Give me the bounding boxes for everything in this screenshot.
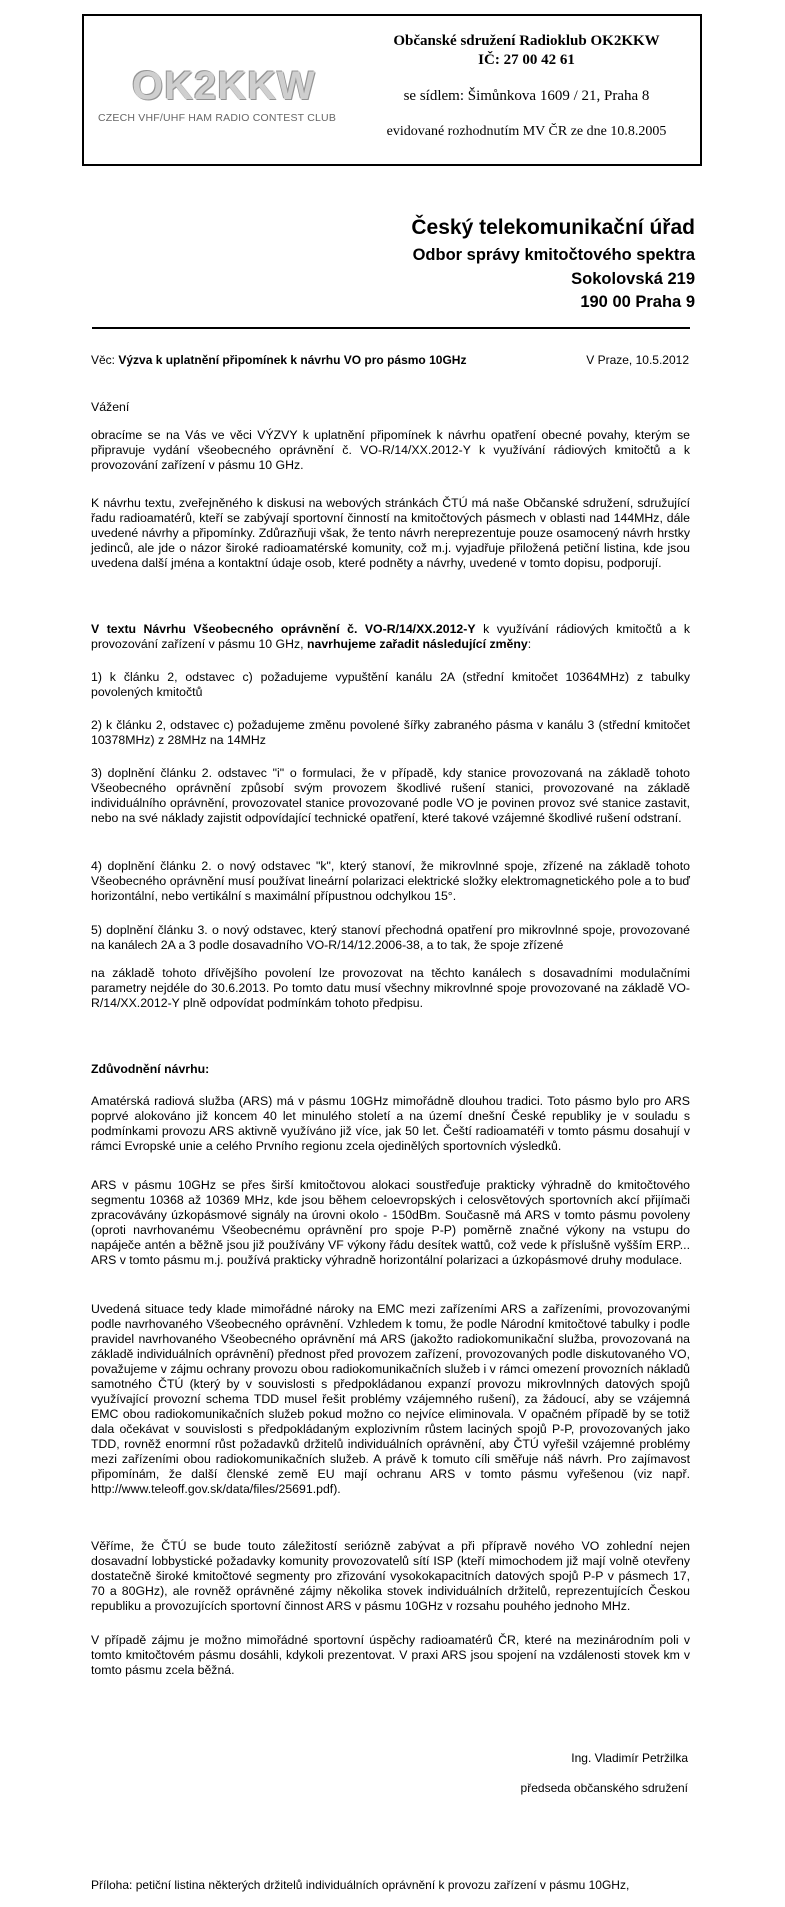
paragraph-intro: obracíme se na Vás ve věci VÝZVY k uplatnění připomínek k návrhu opatření obecné povahy, kterým se připravuje vydání všeobecného oprávnění č. VO-R/14/XX.2012-Y k využívání rádiových kmitočtů a k provozování zařízení v pásmu 10 GHz. bbox=[91, 428, 690, 472]
paragraph-proposal-intro bbox=[91, 622, 690, 652]
subject-prefix: Věc: bbox=[91, 353, 119, 367]
paragraph-justification-5: V případě zájmu je možno mimořádné sportovní úspěchy radioamatérů ČR, které na mezinárodním poli v tomto kmitočtovém pásmu dosáhli, kdykoli prezentovat. V praxi ARS jsou spojení na vzdálenosti stovek km v tomto pásmu zcela běžná. bbox=[91, 1633, 690, 1677]
signatory-name: Ing. Vladimír Petržilka bbox=[571, 1751, 688, 1765]
organization-seat: se sídlem: Šimůnkova 1609 / 21, Praha 8 bbox=[403, 88, 650, 104]
list-item: 3) doplnění článku 2. odstavec "i" o formulaci, že v případě, kdy stanice provozovaná na základě tohoto Všeobecného oprávnění způsobí svým provozem škodlivé rušení stanici, provozované na základě individuálního oprávnění, provozovatel stanice provozované podle VO je povinen provoz své stanice zastavit, nebo na své náklady zajistit odpovídající technické opatření, které takové vzájemné škodlivé rušení odstraní. bbox=[91, 766, 690, 825]
recipient-city: 190 00 Praha 9 bbox=[580, 293, 695, 311]
proposal-scope: k využívání rádiových kmitočtů a k provozování zařízení v pásmu 10 GHz, bbox=[91, 622, 690, 651]
organization-registration: evidované rozhodnutím MV ČR ze dne 10.8.2005 bbox=[386, 124, 667, 139]
letterhead-box bbox=[82, 14, 702, 166]
section-heading: Zdůvodnění návrhu: bbox=[91, 1062, 210, 1076]
attachment-note: Příloha: petiční listina některých držitelů individuálních oprávnění k provozu zařízení v pásmu 10GHz, bbox=[91, 1878, 630, 1892]
letter-date: V Praze, 10.5.2012 bbox=[586, 353, 689, 367]
list-item: 4) doplnění článku 2. o nový odstavec "k", který stanoví, že mikrovlnné spoje, zřízené na základě tohoto Všeobecného oprávnění musí používat lineární polarizaci elektrické složky elektromagnetického pole a to buď horizontální, nebo vertikální s maximální přípustnou odchylkou 15°. bbox=[91, 859, 690, 903]
paragraph-context: K návrhu textu, zveřejněného k diskusi na webových stránkách ČTÚ má naše Občanské sdružení, sdružující řadu radioamatérů, kteří se zabývají sportovní činností na kmitočtových pásmech v oblasti nad 144MHz, dále uvedené návrhy a připomínky. Zdůrazňuji však, že tento návrh nereprezentuje pouze osamocený návrh hrstky jedinců, ale jde o názor široké radioamatérské komunity, což m.j. vyjadřuje přiložená petiční listina, kde jsou uvedena další jména a kontaktní údaje osob, které podněty a návrhy, uvedené v tomto dopisu, podporují. bbox=[91, 496, 690, 570]
list-item: 1) k článku 2, odstavec c) požadujeme vypuštění kanálu 2A (střední kmitočet 10364MHz) z tabulky povolených kmitočtů bbox=[91, 670, 690, 699]
proposal-colon: : bbox=[527, 637, 532, 651]
organization-id: IČ: 27 00 42 61 bbox=[478, 52, 575, 68]
recipient-department: Odbor správy kmitočtového spektra bbox=[412, 246, 695, 264]
recipient-office: Český telekomunikační úřad bbox=[411, 216, 695, 239]
club-logo bbox=[96, 62, 366, 134]
list-item: 2) k článku 2, odstavec c) požadujeme změnu povolené šířky zabraného pásma v kanálu 3 (střední kmitočet 10378MHz) z 28MHz na 14MHz bbox=[91, 718, 690, 747]
list-item-continuation: na základě tohoto dřívějšího povolení lze provozovat na těchto kanálech s dosavadními modulačními parametry nejdéle do 30.6.2013. Po tomto datu musí všechny mikrovlnné spoje provozované na základě VO-R/14/XX.2012-Y plně odpovídat podmínkám tohoto předpisu. bbox=[91, 966, 690, 1010]
logo-subtitle: CZECH VHF/UHF HAM RADIO CONTEST CLUB bbox=[98, 112, 337, 124]
organization-name: Občanské sdružení Radioklub OK2KKW bbox=[393, 33, 660, 49]
paragraph-justification-2: ARS v pásmu 10GHz se přes širší kmitočtovou alokaci soustřeďuje prakticky výhradně do kmitočtového segmentu 10368 až 10369 MHz, kde jsou během celoevropských i celosvětových sportovních akcí přijímači zpracovávány úzkopásmové signály na úrovni okolo - 150dBm. Současně má ARS v tomto pásmu povoleny (oproti navrhovanému Všeobecnému oprávnění pro spoje P-P) poměrně značné výkony na vstupu do napáječe antén a běžně jsou již používány VF výkony řádu desítek wattů, což vede k příslušně vyšším ERP... ARS v tomto pásmu m.j. používá prakticky výhradně horizontální polarizaci a úzkopásmové druhy modulace. bbox=[91, 1178, 690, 1267]
subject-line bbox=[91, 353, 466, 367]
logo-callsign: OK2KKW bbox=[132, 64, 316, 108]
proposal-emphasis: navrhujeme zařadit následující změny bbox=[306, 637, 528, 651]
subject-text: Výzva k uplatnění připomínek k návrhu VO pro pásmo 10GHz bbox=[118, 353, 467, 367]
paragraph-justification-1: Amatérská radiová služba (ARS) má v pásmu 10GHz mimořádně dlouhou tradici. Toto pásmo bylo pro ARS poprvé alokováno již koncem 40 let minulého století a na území dnešní České republiky je v souladu s podmínkami provozu ARS aktivně využíváno již více, jak 50 let. Čeští radioamatéři v tomto pásmu dosahují v rámci Evropské unie a celého Prvního regionu zcela ojedinělých sportovních výsledků. bbox=[91, 1094, 690, 1153]
paragraph-justification-3: Uvedená situace tedy klade mimořádné nároky na EMC mezi zařízeními ARS a zařízeními, provozovanými podle navrhovaného Všeobecného oprávnění. Vzhledem k tomu, že podle Národní kmitočtové tabulky i podle pravidel navrhovaného Všeobecného oprávnění má ARS (jakožto radiokomunikační služba, provozovaná na základě individuálních oprávnění) přednost před provozem zařízení, provozovaných podle diskutovaného VO, považujeme v zájmu ochrany provozu obou radiokomunikačních služeb i v rámci omezení provozních nákladů samotného ČTÚ (který by v souvislosti s předpokládanou expanzí provozu mikrovlnných datových spojů využívající provozní schema TDD musel řešit problémy vzájemného rušení), za žádoucí, aby se vzájemná EMC obou radiokomunikačních služeb pokud možno co nejvíce eliminovala. V opačném případě by se totiž dala očekávat v souvislosti s předpokládaným explozivním růstem laciných spojů P-P, provozovaných jako TDD, rovněž enormní růst požadavků držitelů individuálních oprávnění, aby ČTÚ vyřešil vzájemné problémy mezi zařízeními obou radiokomunikačních služeb. A právě k tomuto cíli směřuje náš návrh. Pro zajímavost připomínám, že další členské země EU mají ochranu ARS v tomto pásmu vyřešenou (viz např. http://www.teleoff.gov.sk/data/files/25691.pdf). bbox=[91, 1302, 690, 1496]
signatory-role: předseda občanského sdružení bbox=[520, 1781, 688, 1795]
greeting: Vážení bbox=[91, 400, 130, 414]
proposal-reference: V textu Návrhu Všeobecného oprávnění č. VO-R/14/XX.2012-Y bbox=[91, 622, 476, 636]
recipient-street: Sokolovská 219 bbox=[571, 270, 695, 288]
header-divider bbox=[92, 327, 690, 329]
list-item: 5) doplnění článku 3. o nový odstavec, který stanoví přechodná opatření pro mikrovlnné spoje, provozované na kanálech 2A a 3 podle dosavadního VO-R/14/12.2006-38, a to tak, že spoje zřízené bbox=[91, 923, 690, 952]
paragraph-justification-4: Věříme, že ČTÚ se bude touto záležitostí seriózně zabývat a při přípravě nového VO zohlední nejen dosavadní lobbystické požadavky komunity provozovatelů sítí ISP (kteří mimochodem již mají volně otevřeny dostatečně široké kmitočtové segmenty pro zřizování vysokokapacitních datových spojů P-P v pásmech 17, 70 a 80GHz), ale rovněž oprávněné zájmy několika stovek individuálních držitelů, reprezentujících Českou republiku a provozujících sportovní činnost ARS v pásmu 10GHz v rozsahu pouhého jednoho MHz. bbox=[91, 1539, 690, 1613]
